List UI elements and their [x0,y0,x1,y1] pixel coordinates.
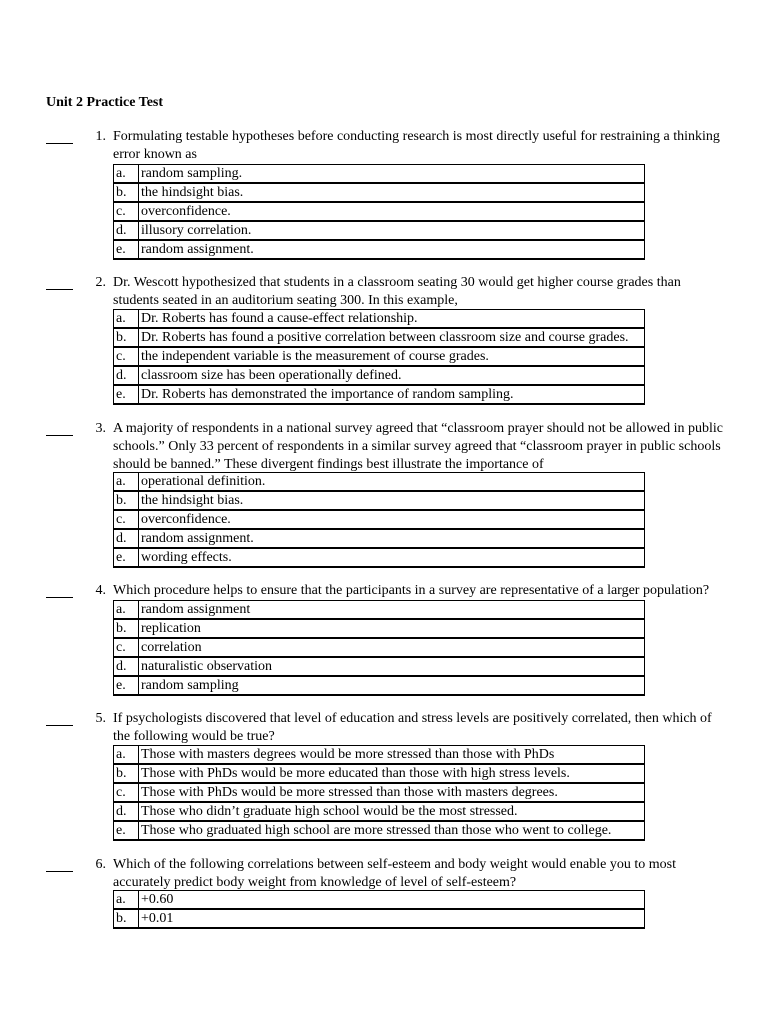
choice-row[interactable] [114,529,645,548]
choice-table [113,745,645,841]
choice-text: random assignment. [139,529,645,548]
choice-letter: a. [114,310,139,329]
answer-blank[interactable] [46,129,73,144]
choice-row[interactable] [114,548,645,567]
choice-text: Those who graduated high school are more stressed than those who went to college. [139,821,645,840]
choice-row[interactable] [114,491,645,510]
choice-letter: c. [114,347,139,366]
choice-text: random assignment. [139,240,645,259]
choice-row[interactable] [114,909,645,928]
choice-letter: b. [114,183,139,202]
question-number: 4. [95,583,106,598]
choice-row[interactable] [114,202,645,221]
choice-text: overconfidence. [139,202,645,221]
choice-text: random assignment [139,601,645,620]
choice-text: operational definition. [139,473,645,492]
choice-text: replication [139,619,645,638]
choice-text: Those who didn’t graduate high school would be the most stressed. [139,802,645,821]
question-stem: Dr. Wescott hypothesized that students in a classroom seating 30 would get higher course grades than students seated in an auditorium seating 300. In this example, [113,275,681,308]
choice-row[interactable] [114,240,645,259]
choice-table [113,164,645,260]
choice-row[interactable] [114,385,645,404]
question-number: 3. [95,421,106,436]
choice-letter: d. [114,529,139,548]
choice-row[interactable] [114,183,645,202]
choice-row[interactable] [114,221,645,240]
choice-row[interactable] [114,821,645,840]
choice-text: overconfidence. [139,510,645,529]
question-number: 1. [95,129,106,144]
choice-text: +0.01 [139,909,645,928]
choice-letter: c. [114,202,139,221]
choice-letter: b. [114,764,139,783]
answer-blank[interactable] [46,421,73,436]
choice-table [113,600,645,696]
choice-text: naturalistic observation [139,657,645,676]
choice-letter: d. [114,221,139,240]
choice-letter: e. [114,240,139,259]
question-number: 5. [95,711,106,726]
choice-text: Those with PhDs would be more stressed than those with masters degrees. [139,783,645,802]
choice-text: Dr. Roberts has found a cause-effect relationship. [139,310,645,329]
choice-letter: d. [114,802,139,821]
choice-table [113,309,645,405]
choice-letter: a. [114,473,139,492]
choice-letter: c. [114,783,139,802]
question-stem: Which of the following correlations between self-esteem and body weight would enable you to most accurately predict body weight from knowledge of level of self-esteem? [113,857,676,890]
choice-row[interactable] [114,619,645,638]
choice-text: the independent variable is the measurement of course grades. [139,347,645,366]
choice-table [113,472,645,568]
choice-row[interactable] [114,802,645,821]
choice-row[interactable] [114,366,645,385]
choice-text: the hindsight bias. [139,491,645,510]
question-stem: If psychologists discovered that level of education and stress levels are positively correlated, then which of the following would be true? [113,711,712,744]
choice-text: wording effects. [139,548,645,567]
choice-row[interactable] [114,328,645,347]
choice-text: Dr. Roberts has demonstrated the importance of random sampling. [139,385,645,404]
choice-letter: a. [114,891,139,910]
choice-text: illusory correlation. [139,221,645,240]
choice-letter: b. [114,491,139,510]
question-stem: A majority of respondents in a national survey agreed that “classroom prayer should not be allowed in public schools.” Only 33 percent of respondents in a similar survey agreed that “classroom prayer in public schools should be banned.” These divergent findings best illustrate the importance of [113,421,724,472]
choice-row[interactable] [114,601,645,620]
choice-letter: e. [114,821,139,840]
choice-row[interactable] [114,473,645,492]
choice-letter: c. [114,638,139,657]
choice-text: random sampling. [139,165,645,184]
choice-letter: e. [114,676,139,695]
answer-blank[interactable] [46,583,73,598]
choice-row[interactable] [114,510,645,529]
choice-row[interactable] [114,638,645,657]
choice-letter: b. [114,328,139,347]
choice-row[interactable] [114,676,645,695]
question-stem: Which procedure helps to ensure that the participants in a survey are representative of a larger population? [113,583,710,598]
choice-row[interactable] [114,891,645,910]
choice-row[interactable] [114,746,645,765]
choice-row[interactable] [114,310,645,329]
choice-letter: e. [114,385,139,404]
choice-text: the hindsight bias. [139,183,645,202]
choice-letter: a. [114,165,139,184]
choice-row[interactable] [114,764,645,783]
choice-table [113,890,645,929]
answer-blank[interactable] [46,275,73,290]
choice-letter: e. [114,548,139,567]
choice-text: Those with masters degrees would be more stressed than those with PhDs [139,746,645,765]
choice-text: correlation [139,638,645,657]
answer-blank[interactable] [46,711,73,726]
choice-row[interactable] [114,165,645,184]
choice-text: random sampling [139,676,645,695]
question-stem: Formulating testable hypotheses before conducting research is most directly useful for restraining a thinking error known as [113,129,720,162]
choice-row[interactable] [114,657,645,676]
choice-text: Dr. Roberts has found a positive correlation between classroom size and course grades. [139,328,645,347]
choice-letter: d. [114,366,139,385]
question-number: 6. [95,857,106,872]
choice-text: +0.60 [139,891,645,910]
choice-letter: b. [114,619,139,638]
choice-text: classroom size has been operationally defined. [139,366,645,385]
choice-row[interactable] [114,347,645,366]
answer-blank[interactable] [46,857,73,872]
choice-letter: b. [114,909,139,928]
choice-letter: c. [114,510,139,529]
choice-letter: a. [114,746,139,765]
choice-letter: a. [114,601,139,620]
choice-letter: d. [114,657,139,676]
choice-text: Those with PhDs would be more educated than those with high stress levels. [139,764,645,783]
question-number: 2. [95,275,106,290]
page-title: Unit 2 Practice Test [46,95,164,110]
choice-row[interactable] [114,783,645,802]
